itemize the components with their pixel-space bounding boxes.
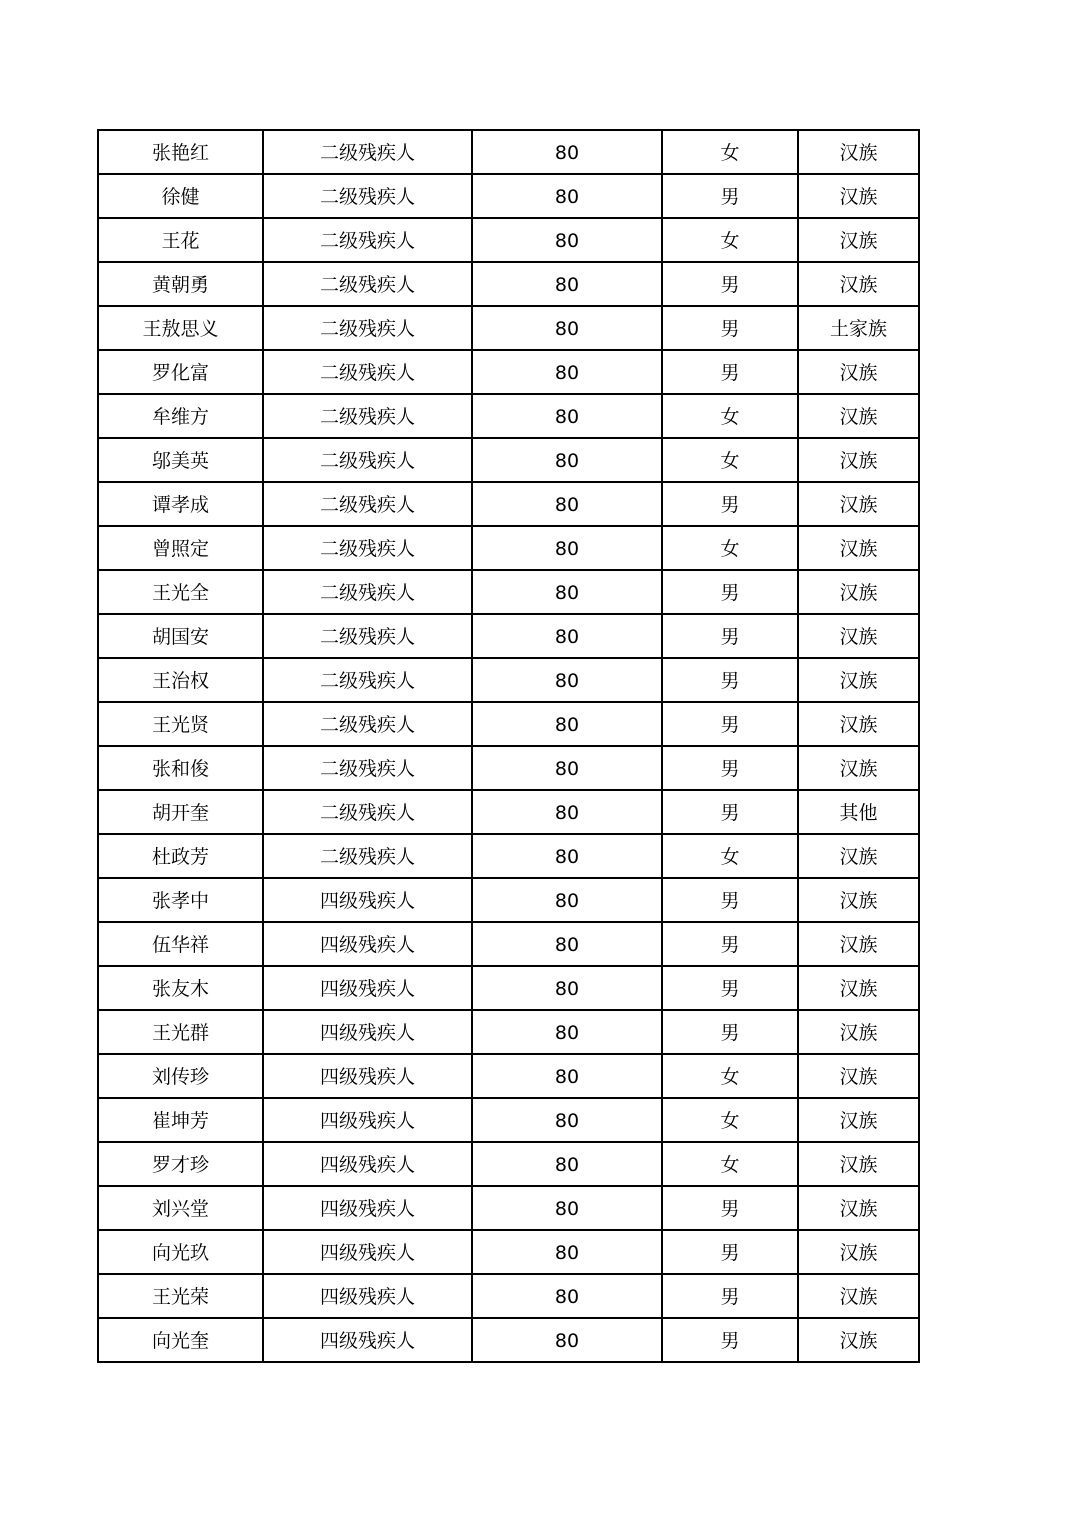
amount-cell: 80	[472, 526, 662, 570]
ethnicity-cell: 汉族	[798, 746, 919, 790]
amount-cell: 80	[472, 218, 662, 262]
ethnicity-cell: 汉族	[798, 922, 919, 966]
ethnicity-cell: 汉族	[798, 966, 919, 1010]
amount-cell: 80	[472, 790, 662, 834]
amount-cell: 80	[472, 878, 662, 922]
table-row	[98, 966, 919, 1010]
disability-level-cell: 二级残疾人	[263, 614, 472, 658]
ethnicity-cell: 汉族	[798, 878, 919, 922]
name-cell: 罗化富	[98, 350, 263, 394]
disability-level-cell: 二级残疾人	[263, 394, 472, 438]
amount-cell: 80	[472, 658, 662, 702]
sex-cell: 男	[662, 262, 798, 306]
sex-cell: 男	[662, 1230, 798, 1274]
sex-cell: 男	[662, 174, 798, 218]
ethnicity-cell: 汉族	[798, 614, 919, 658]
disability-level-cell: 四级残疾人	[263, 1274, 472, 1318]
table-row	[98, 1186, 919, 1230]
ethnicity-cell: 汉族	[798, 1010, 919, 1054]
disability-level-cell: 二级残疾人	[263, 306, 472, 350]
name-cell: 王光群	[98, 1010, 263, 1054]
amount-cell: 80	[472, 262, 662, 306]
table-row	[98, 174, 919, 218]
disability-level-cell: 四级残疾人	[263, 1010, 472, 1054]
table-row	[98, 1274, 919, 1318]
ethnicity-cell: 汉族	[798, 1274, 919, 1318]
disability-level-cell: 四级残疾人	[263, 1186, 472, 1230]
sex-cell: 男	[662, 790, 798, 834]
ethnicity-cell: 汉族	[798, 526, 919, 570]
sex-cell: 男	[662, 350, 798, 394]
sex-cell: 男	[662, 702, 798, 746]
table-row	[98, 1230, 919, 1274]
table-row	[98, 218, 919, 262]
amount-cell: 80	[472, 1230, 662, 1274]
ethnicity-cell: 汉族	[798, 834, 919, 878]
sex-cell: 男	[662, 922, 798, 966]
table-row	[98, 1098, 919, 1142]
table-row	[98, 526, 919, 570]
name-cell: 向光玖	[98, 1230, 263, 1274]
disability-level-cell: 二级残疾人	[263, 746, 472, 790]
sex-cell: 男	[662, 570, 798, 614]
table-row	[98, 1010, 919, 1054]
ethnicity-cell: 汉族	[798, 130, 919, 174]
ethnicity-cell: 汉族	[798, 570, 919, 614]
table-row	[98, 1054, 919, 1098]
sex-cell: 男	[662, 482, 798, 526]
table-row	[98, 482, 919, 526]
amount-cell: 80	[472, 834, 662, 878]
amount-cell: 80	[472, 350, 662, 394]
sex-cell: 男	[662, 1010, 798, 1054]
table-row	[98, 790, 919, 834]
name-cell: 王敖思义	[98, 306, 263, 350]
table-row	[98, 658, 919, 702]
table-row	[98, 394, 919, 438]
disability-level-cell: 四级残疾人	[263, 922, 472, 966]
ethnicity-cell: 汉族	[798, 218, 919, 262]
sex-cell: 男	[662, 1186, 798, 1230]
name-cell: 曾照定	[98, 526, 263, 570]
ethnicity-cell: 土家族	[798, 306, 919, 350]
sex-cell: 女	[662, 834, 798, 878]
table-row	[98, 438, 919, 482]
disability-level-cell: 二级残疾人	[263, 174, 472, 218]
sex-cell: 女	[662, 1098, 798, 1142]
ethnicity-cell: 汉族	[798, 1054, 919, 1098]
sex-cell: 男	[662, 966, 798, 1010]
disability-level-cell: 二级残疾人	[263, 834, 472, 878]
amount-cell: 80	[472, 482, 662, 526]
name-cell: 邬美英	[98, 438, 263, 482]
sex-cell: 男	[662, 1274, 798, 1318]
amount-cell: 80	[472, 1186, 662, 1230]
disability-level-cell: 二级残疾人	[263, 438, 472, 482]
amount-cell: 80	[472, 922, 662, 966]
name-cell: 牟维方	[98, 394, 263, 438]
name-cell: 罗才珍	[98, 1142, 263, 1186]
amount-cell: 80	[472, 174, 662, 218]
name-cell: 王治权	[98, 658, 263, 702]
name-cell: 张和俊	[98, 746, 263, 790]
ethnicity-cell: 汉族	[798, 350, 919, 394]
table-row	[98, 130, 919, 174]
disability-level-cell: 二级残疾人	[263, 658, 472, 702]
ethnicity-cell: 汉族	[798, 1230, 919, 1274]
sex-cell: 女	[662, 218, 798, 262]
table-row	[98, 614, 919, 658]
name-cell: 谭孝成	[98, 482, 263, 526]
table-row	[98, 834, 919, 878]
disability-level-cell: 二级残疾人	[263, 482, 472, 526]
amount-cell: 80	[472, 1274, 662, 1318]
ethnicity-cell: 汉族	[798, 482, 919, 526]
sex-cell: 男	[662, 878, 798, 922]
sex-cell: 女	[662, 526, 798, 570]
table-row	[98, 1142, 919, 1186]
amount-cell: 80	[472, 966, 662, 1010]
ethnicity-cell: 汉族	[798, 1142, 919, 1186]
disability-level-cell: 二级残疾人	[263, 262, 472, 306]
ethnicity-cell: 汉族	[798, 658, 919, 702]
name-cell: 崔坤芳	[98, 1098, 263, 1142]
disability-level-cell: 四级残疾人	[263, 1098, 472, 1142]
name-cell: 伍华祥	[98, 922, 263, 966]
table-row	[98, 702, 919, 746]
sex-cell: 男	[662, 1318, 798, 1362]
name-cell: 刘传珍	[98, 1054, 263, 1098]
name-cell: 张艳红	[98, 130, 263, 174]
amount-cell: 80	[472, 394, 662, 438]
amount-cell: 80	[472, 438, 662, 482]
name-cell: 黄朝勇	[98, 262, 263, 306]
name-cell: 杜政芳	[98, 834, 263, 878]
recipient-table	[97, 129, 920, 1363]
ethnicity-cell: 汉族	[798, 1186, 919, 1230]
amount-cell: 80	[472, 1010, 662, 1054]
amount-cell: 80	[472, 130, 662, 174]
name-cell: 徐健	[98, 174, 263, 218]
amount-cell: 80	[472, 1142, 662, 1186]
table-row	[98, 570, 919, 614]
ethnicity-cell: 其他	[798, 790, 919, 834]
ethnicity-cell: 汉族	[798, 438, 919, 482]
ethnicity-cell: 汉族	[798, 394, 919, 438]
name-cell: 王光荣	[98, 1274, 263, 1318]
table-row	[98, 746, 919, 790]
ethnicity-cell: 汉族	[798, 1098, 919, 1142]
disability-level-cell: 二级残疾人	[263, 702, 472, 746]
amount-cell: 80	[472, 746, 662, 790]
sex-cell: 男	[662, 306, 798, 350]
name-cell: 胡开奎	[98, 790, 263, 834]
table-row	[98, 922, 919, 966]
disability-level-cell: 二级残疾人	[263, 130, 472, 174]
disability-level-cell: 二级残疾人	[263, 526, 472, 570]
ethnicity-cell: 汉族	[798, 702, 919, 746]
amount-cell: 80	[472, 570, 662, 614]
disability-level-cell: 四级残疾人	[263, 966, 472, 1010]
name-cell: 张友木	[98, 966, 263, 1010]
sex-cell: 女	[662, 394, 798, 438]
disability-level-cell: 二级残疾人	[263, 790, 472, 834]
amount-cell: 80	[472, 1054, 662, 1098]
amount-cell: 80	[472, 1318, 662, 1362]
name-cell: 胡国安	[98, 614, 263, 658]
sex-cell: 男	[662, 614, 798, 658]
table-row	[98, 306, 919, 350]
disability-level-cell: 四级残疾人	[263, 1142, 472, 1186]
sex-cell: 男	[662, 658, 798, 702]
name-cell: 刘兴堂	[98, 1186, 263, 1230]
disability-level-cell: 四级残疾人	[263, 1054, 472, 1098]
disability-level-cell: 四级残疾人	[263, 1230, 472, 1274]
ethnicity-cell: 汉族	[798, 174, 919, 218]
amount-cell: 80	[472, 702, 662, 746]
name-cell: 王光贤	[98, 702, 263, 746]
table-row	[98, 350, 919, 394]
name-cell: 张孝中	[98, 878, 263, 922]
table-row	[98, 1318, 919, 1362]
disability-level-cell: 二级残疾人	[263, 350, 472, 394]
sex-cell: 女	[662, 438, 798, 482]
table-row	[98, 262, 919, 306]
name-cell: 向光奎	[98, 1318, 263, 1362]
table-body	[98, 130, 919, 1362]
sex-cell: 男	[662, 746, 798, 790]
sex-cell: 女	[662, 130, 798, 174]
name-cell: 王光全	[98, 570, 263, 614]
sex-cell: 女	[662, 1054, 798, 1098]
amount-cell: 80	[472, 306, 662, 350]
name-cell: 王花	[98, 218, 263, 262]
disability-level-cell: 二级残疾人	[263, 218, 472, 262]
disability-level-cell: 四级残疾人	[263, 1318, 472, 1362]
ethnicity-cell: 汉族	[798, 262, 919, 306]
sex-cell: 女	[662, 1142, 798, 1186]
disability-level-cell: 二级残疾人	[263, 570, 472, 614]
disability-level-cell: 四级残疾人	[263, 878, 472, 922]
table-row	[98, 878, 919, 922]
ethnicity-cell: 汉族	[798, 1318, 919, 1362]
amount-cell: 80	[472, 614, 662, 658]
amount-cell: 80	[472, 1098, 662, 1142]
